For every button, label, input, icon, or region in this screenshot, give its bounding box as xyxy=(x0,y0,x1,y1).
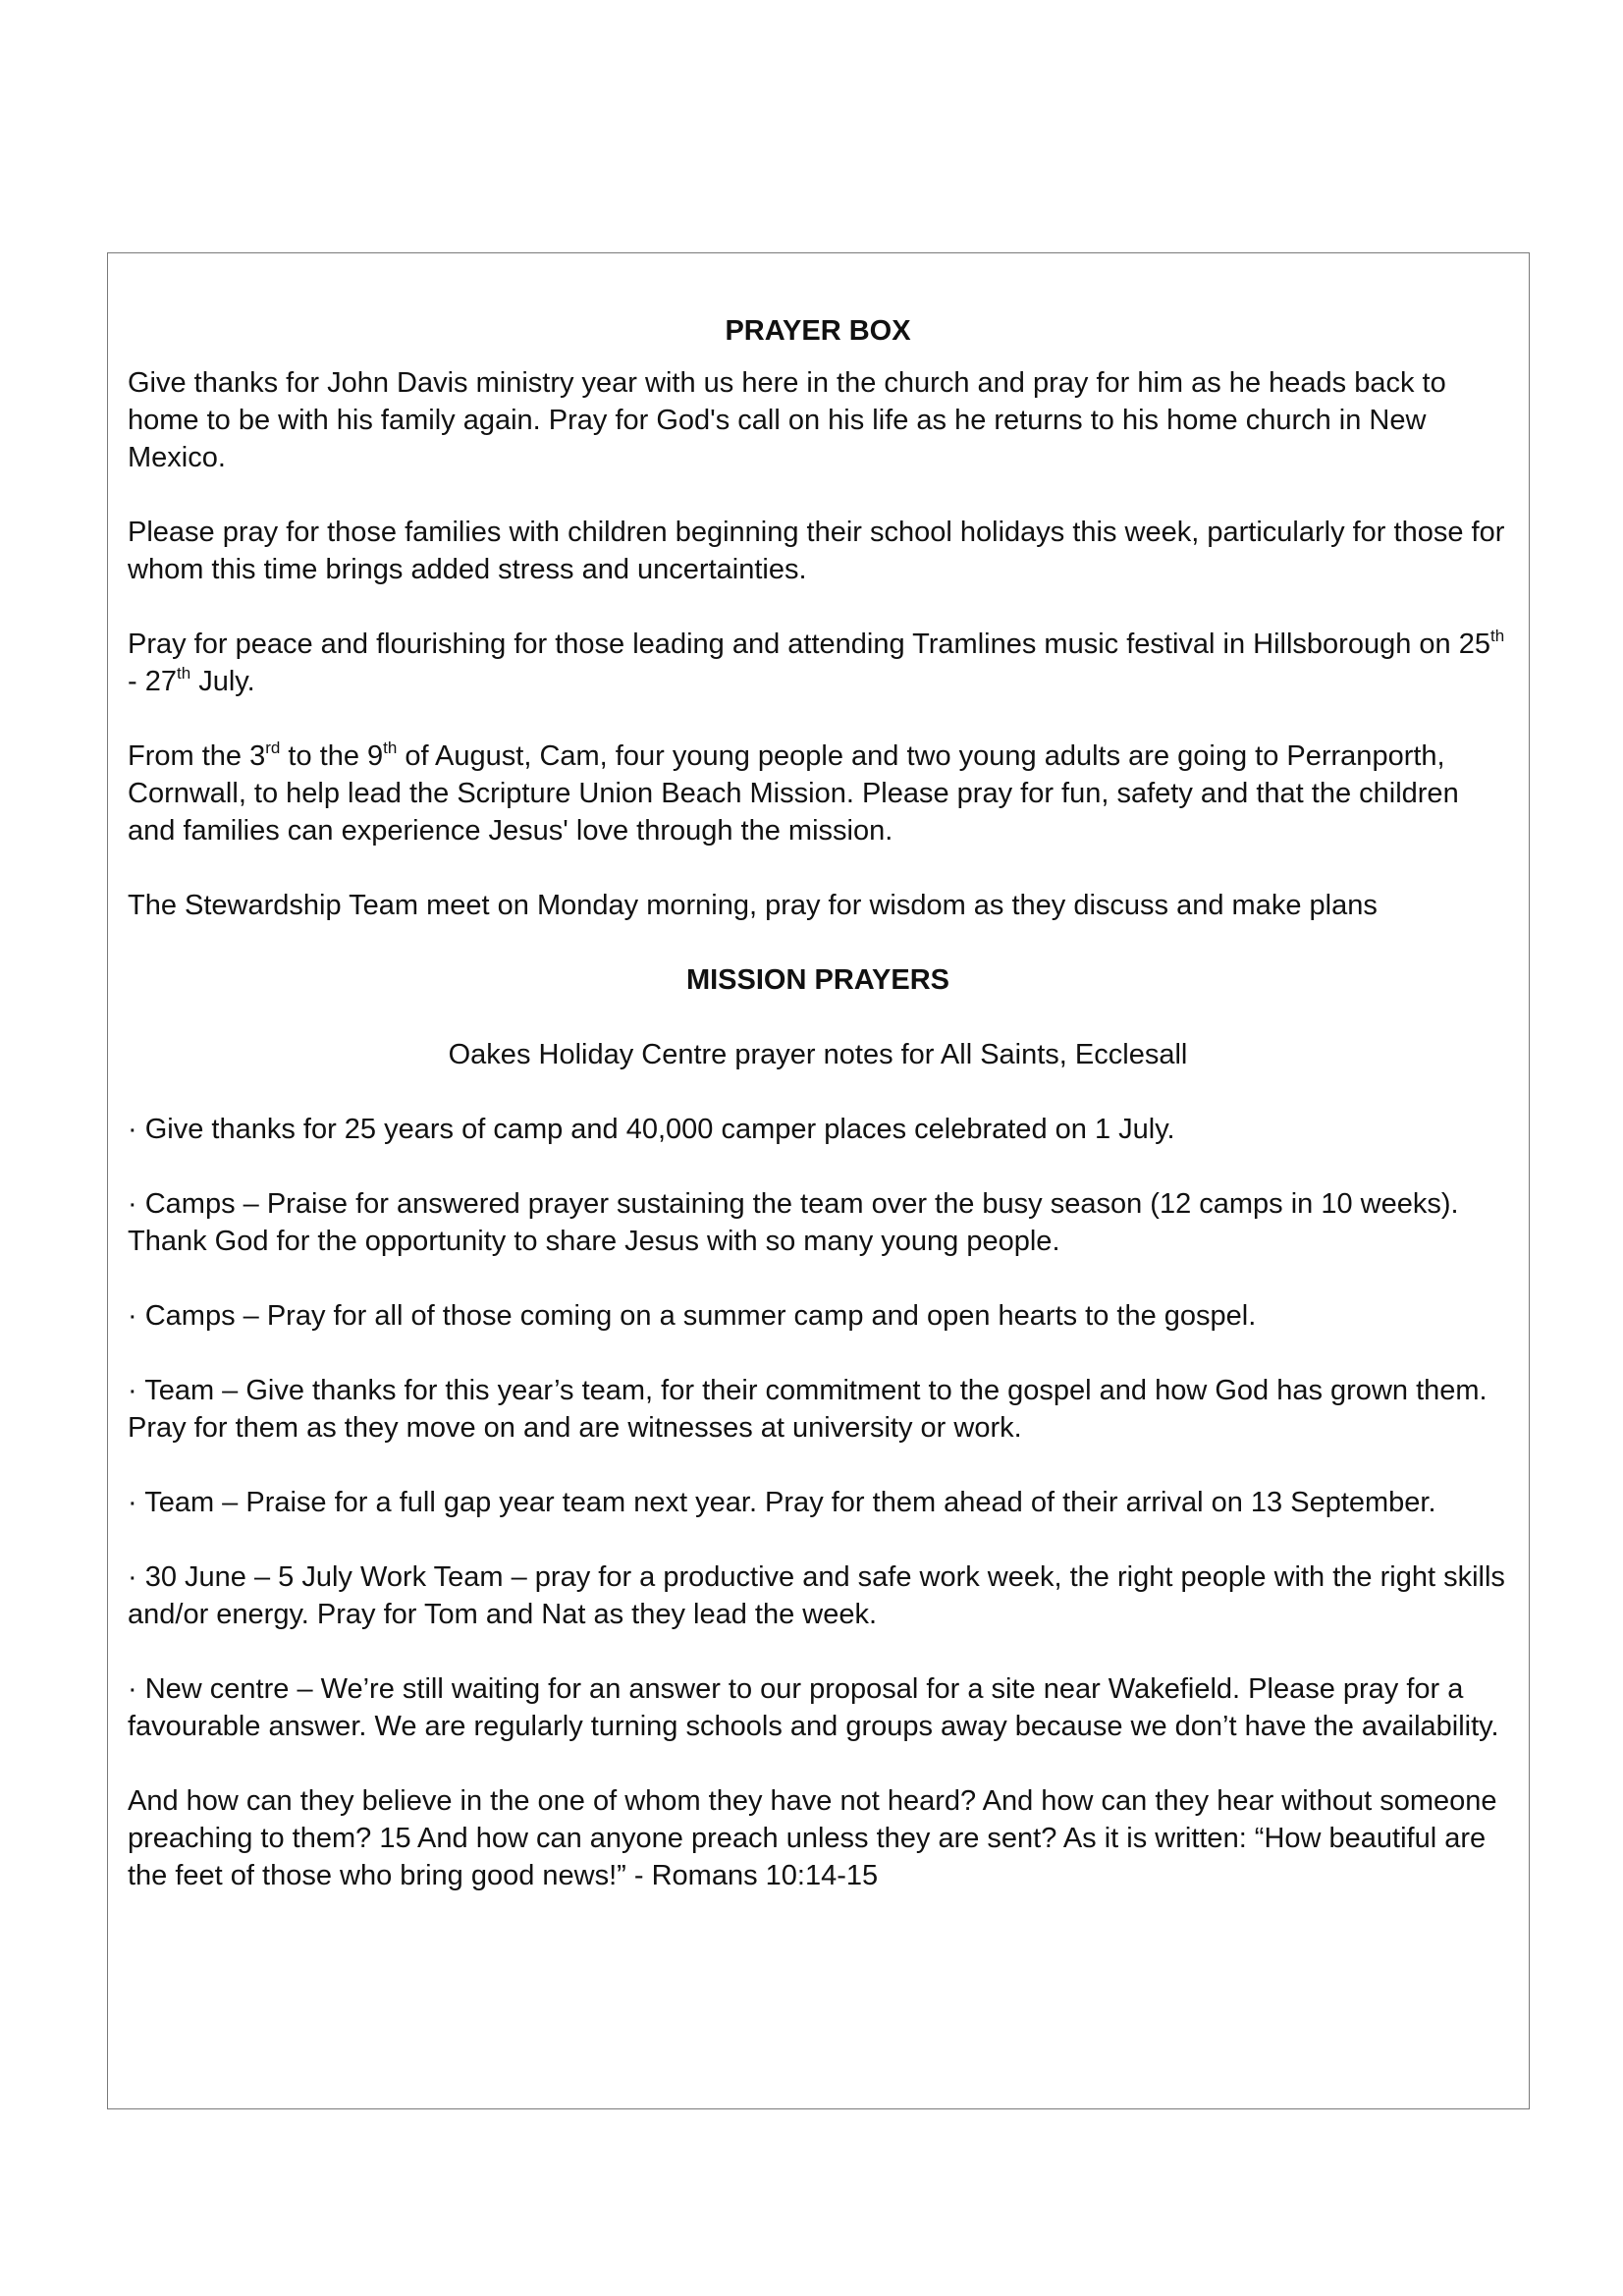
prayer-box-title: PRAYER BOX xyxy=(725,315,911,347)
mission-prayers-subtitle: Oakes Holiday Centre prayer notes for All Saints, Ecclesall xyxy=(448,1039,1188,1070)
mission-item: · Camps – Pray for all of those coming on a summer camp and open hearts to the gospel. xyxy=(128,1300,1257,1332)
tramlines-text-b: - 27 xyxy=(128,666,177,697)
tramlines-sup-1: th xyxy=(1489,627,1505,645)
tramlines-sup-2: th xyxy=(176,664,191,683)
prayer-paragraph-tramlines xyxy=(128,626,1508,700)
beach-mission-text-a: From the 3 xyxy=(128,740,266,772)
prayer-paragraph-beach-mission xyxy=(128,738,1508,849)
mission-item: · New centre – We’re still waiting for an answer to our proposal for a site near Wakefield. Please pray for a favourable answer. We are regularly turning schools and groups away because we don’t have the availability. xyxy=(128,1673,1499,1742)
prayer-paragraph-school-holidays: Please pray for those families with children beginning their school holidays this week, particularly for those for whom this time brings added stress and uncertainties. xyxy=(128,517,1505,585)
beach-mission-text-c: of August, Cam, four young people and two young adults are going to Perranporth, Cornwall, to help lead the Scripture Union Beach Mission. Please pray for fun, safety and that the children and families can experience Jesus' love through the mission. xyxy=(128,740,1459,847)
beach-mission-sup-1: rd xyxy=(265,738,281,757)
document-content xyxy=(128,312,1508,1894)
mission-item: · 30 June – 5 July Work Team – pray for a productive and safe work week, the right people with the right skills and/or energy. Pray for Tom and Nat as they lead the week. xyxy=(128,1561,1505,1630)
mission-item: · Team – Praise for a full gap year team next year. Pray for them ahead of their arrival on 13 September. xyxy=(128,1487,1436,1518)
mission-item: · Give thanks for 25 years of camp and 40,000 camper places celebrated on 1 July. xyxy=(128,1114,1175,1145)
closing-scripture: And how can they believe in the one of whom they have not heard? And how can they hear without someone preaching to them? 15 And how can anyone preach unless they are sent? As it is written: “How beautiful are the feet of those who bring good news!” - Romans 10:14-15 xyxy=(128,1785,1497,1891)
mission-prayers-title: MISSION PRAYERS xyxy=(685,964,950,996)
tramlines-text-c: July. xyxy=(190,666,255,697)
prayer-paragraph-stewardship: The Stewardship Team meet on Monday morning, pray for wisdom as they discuss and make plans xyxy=(128,890,1378,921)
prayer-paragraph-john-davis: Give thanks for John Davis ministry year with us here in the church and pray for him as he heads back to home to be with his family again. Pray for God's call on his life as he returns to his home church in New Mexico. xyxy=(128,367,1446,473)
beach-mission-sup-2: th xyxy=(383,738,398,757)
beach-mission-text-b: to the 9 xyxy=(280,740,384,772)
mission-item: · Team – Give thanks for this year’s team, for their commitment to the gospel and how God has grown them. Pray for them as they move on and are witnesses at university or work. xyxy=(128,1375,1488,1444)
tramlines-text-a: Pray for peace and flourishing for those leading and attending Tramlines music festival in Hillsborough on 25 xyxy=(128,629,1490,660)
mission-item: · Camps – Praise for answered prayer sustaining the team over the busy season (12 camps in 10 weeks). Thank God for the opportunity to share Jesus with so many young people. xyxy=(128,1188,1459,1257)
